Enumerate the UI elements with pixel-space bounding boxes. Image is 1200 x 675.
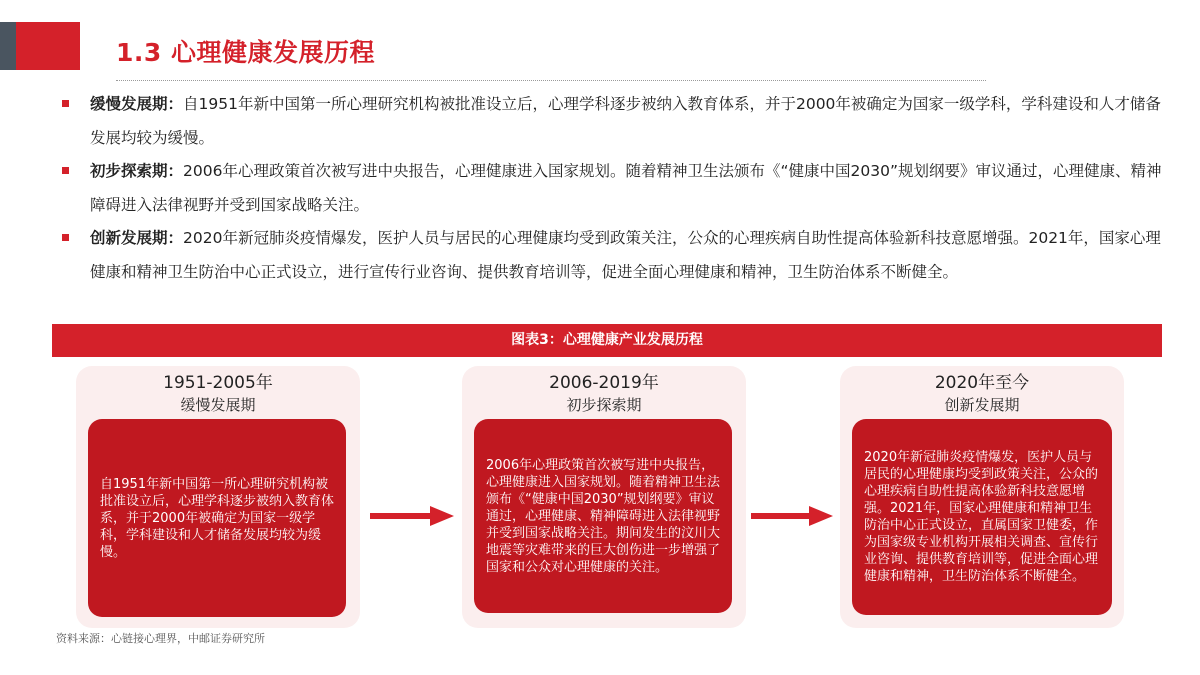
- stage-years: 1951-2005年: [163, 373, 273, 393]
- bullet-initial-exploration: [62, 155, 1172, 222]
- bullet-text: 自1951年新中国第一所心理研究机构被批准设立后，心理学科逐步被纳入教育体系，并于2000年被确定为国家一级学科，学科建设和人才储备发展均较为缓慢。: [90, 95, 1161, 147]
- stage-card: [852, 419, 1112, 615]
- title-divider: [116, 80, 986, 81]
- page-title: 1.3 心理健康发展历程: [116, 38, 375, 67]
- stage-panel-3: [840, 366, 1124, 628]
- bullet-label: 初步探索期：: [90, 162, 184, 180]
- arrow-right-icon: [751, 506, 833, 526]
- stage-description: 自1951年新中国第一所心理研究机构被批准设立后，心理学科逐步被纳入教育体系，并于2000年被确定为国家一级学科，学科建设和人才储备发展均较为缓慢。: [100, 476, 335, 560]
- arrow-right-icon: [370, 506, 454, 526]
- bullet-square-icon: [62, 234, 69, 241]
- bullet-innovative-development: [62, 222, 1172, 289]
- bullet-square-icon: [62, 100, 69, 107]
- bullet-square-icon: [62, 167, 69, 174]
- header-red-block: [16, 22, 80, 70]
- bullet-label: 创新发展期：: [90, 229, 184, 247]
- header-gray-block: [0, 22, 16, 70]
- stage-card: [474, 419, 732, 613]
- bullet-text: 2020年新冠肺炎疫情爆发，医护人员与居民的心理健康均受到政策关注，公众的心理疾病自助性提高体验新科技意愿增强。2021年，国家心理健康和精神卫生防治中心正式设立，进行宣传行业咨询、提供教育培训等，促进全面心理健康和精神，卫生防治体系不断健全。: [90, 229, 1161, 281]
- stage-description: 2020年新冠肺炎疫情爆发，医护人员与居民的心理健康均受到政策关注，公众的心理疾病自助性提高体验新科技意愿增强。2021年，国家心理健康和精神卫生防治中心正式设立，直属国家卫健委，作为国家级专业机构开展相关调查、宣传行业咨询、提供教育培训等，促进全面心理健康和精神，卫生防治体系不断健全。: [864, 450, 1099, 584]
- stage-description: 2006年心理政策首次被写进中央报告，心理健康进入国家规划。随着精神卫生法颁布《“健康中国2030”规划纲要》审议通过，心理健康、精神障碍进入法律视野并受到国家战略关注。期间发生的汶川大地震等灾难带来的巨大创伤进一步增强了国家和公众对心理健康的关注。: [486, 457, 721, 575]
- stage-panel-2: [462, 366, 746, 628]
- bullet-text: 2006年心理政策首次被写进中央报告，心理健康进入国家规划。随着精神卫生法颁布《“健康中国2030”规划纲要》审议通过，心理健康、精神障碍进入法律视野并受到国家战略关注。: [90, 162, 1162, 214]
- stage-panel-1: [76, 366, 360, 628]
- stage-name: 初步探索期: [566, 396, 642, 414]
- bullet-list: [62, 88, 1172, 289]
- stage-name: 缓慢发展期: [180, 396, 256, 414]
- stage-years: 2006-2019年: [549, 373, 659, 393]
- stage-name: 创新发展期: [944, 396, 1020, 414]
- bullet-label: 缓慢发展期：: [90, 95, 184, 113]
- chart-title-bar: 图表3：心理健康产业发展历程: [52, 324, 1162, 357]
- bullet-slow-development: [62, 88, 1172, 155]
- source-note: 资料来源：心链接心理界，中邮证券研究所: [56, 632, 265, 645]
- stage-years: 2020年至今: [934, 373, 1030, 393]
- stage-card: [88, 419, 346, 617]
